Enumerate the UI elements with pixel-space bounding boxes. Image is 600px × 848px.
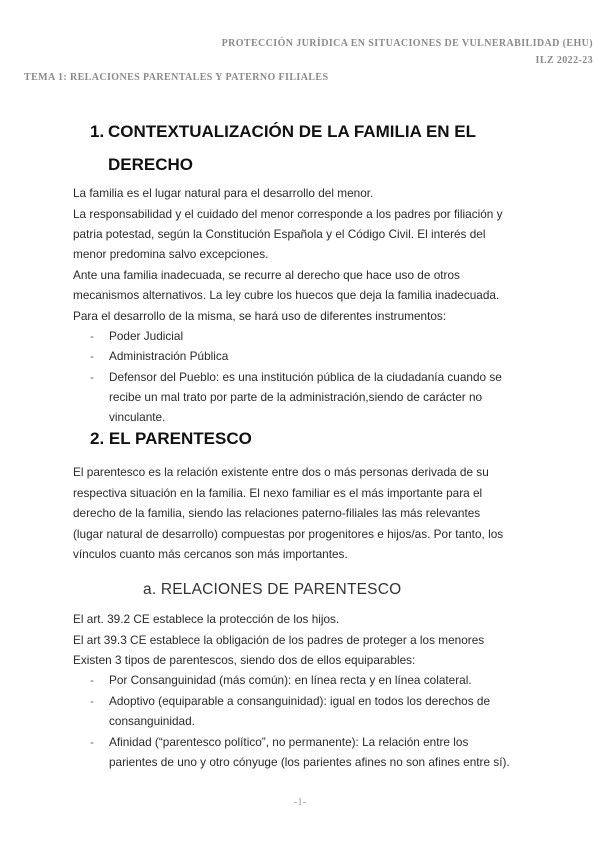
section2-heading: 2. EL PARENTESCO <box>90 429 252 448</box>
section2-line: El parentesco es la relación existente entre dos o más personas derivada de su <box>73 465 489 479</box>
list-item-text: parientes de uno y otro cónyuge (los parientes afines no son afines entre sí). <box>109 755 510 769</box>
dash-bullet: - <box>90 370 94 384</box>
header-topic: TEMA 1: RELACIONES PARENTALES Y PATERNO FILIALES <box>24 72 329 83</box>
header-title: PROTECCIÓN JURÍDICA EN SITUACIONES DE VULNERABILIDAD (EHU) <box>221 38 593 49</box>
section2-line: (lugar natural de desarrollo) compuestas por progenitores e hijos/as. Por tanto, los <box>73 527 504 541</box>
list-item-text: Por Consanguinidad (más común): en línea recta y en línea colateral. <box>109 673 472 687</box>
list-item-text: vinculante. <box>109 410 166 424</box>
subsection-line: Existen 3 tipos de parentescos, siendo dos de ellos equiparables: <box>73 653 416 667</box>
page-number: -1- <box>294 797 306 808</box>
subsection-line: El art. 39.2 CE establece la protección de los hijos. <box>73 612 340 626</box>
list-item-text: Adoptivo (equiparable a consanguinidad): igual en todos los derechos de <box>109 694 491 708</box>
section1-title-line1: CONTEXTUALIZACIÓN DE LA FAMILIA EN EL <box>108 122 477 141</box>
section2-line: respectiva situación en la familia. El nexo familiar es el más importante para el <box>73 486 483 500</box>
section1-line: menor predomina salvo excepciones. <box>73 247 269 261</box>
subsection-line: El art 39.3 CE establece la obligación de los padres de proteger a los menores <box>73 633 485 647</box>
section1-title-line2: DERECHO <box>108 155 194 174</box>
dash-bullet: - <box>90 329 94 343</box>
section1-line: mecanismos alternativos. La ley cubre los huecos que deja la familia inadecuada. <box>73 288 500 302</box>
list-item-text: Administración Pública <box>109 349 229 363</box>
list-item-text: Defensor del Pueblo: es una institución pública de la ciudadanía cuando se <box>109 370 502 384</box>
section2-line: derecho de la familia, siendo las relaciones paterno-filiales las más relevantes <box>73 506 481 520</box>
section2-line: vínculos cuanto más cercanos son más importantes. <box>73 547 348 561</box>
dash-bullet: - <box>90 673 94 687</box>
subsection-heading: a. RELACIONES DE PARENTESCO <box>143 581 402 598</box>
header-course: ILZ 2022-23 <box>535 55 593 66</box>
list-item-text: Poder Judicial <box>109 329 184 343</box>
section1-number: 1. <box>90 122 105 141</box>
section1-line: Para el desarrollo de la misma, se hará uso de diferentes instrumentos: <box>73 309 447 323</box>
section1-line: La responsabilidad y el cuidado del menor corresponde a los padres por filiación y <box>73 207 503 221</box>
list-item-text: consanguinidad. <box>109 714 195 728</box>
section1-line: La familia es el lugar natural para el desarrollo del menor. <box>73 186 374 200</box>
dash-bullet: - <box>90 694 94 708</box>
dash-bullet: - <box>90 349 94 363</box>
section1-line: Ante una familia inadecuada, se recurre al derecho que hace uso de otros <box>73 268 460 282</box>
list-item-text: Afinidad (“parentesco político”, no permanente): La relación entre los <box>109 735 469 749</box>
dash-bullet: - <box>90 735 94 749</box>
section1-line: patria potestad, según la Constitución Española y el Código Civil. El interés del <box>73 227 486 241</box>
list-item-text: recibe un mal trato por parte de la administración,siendo de carácter no <box>109 390 483 404</box>
